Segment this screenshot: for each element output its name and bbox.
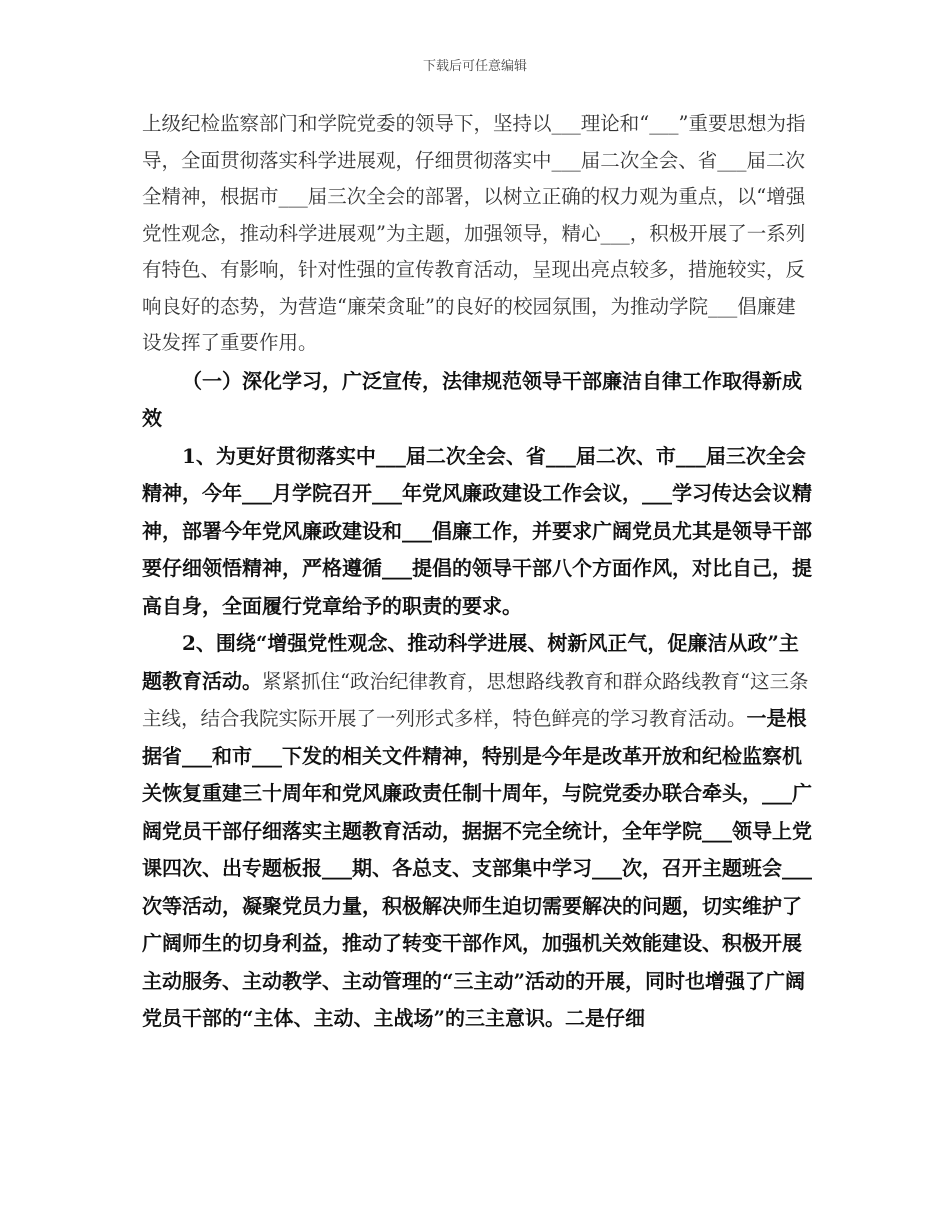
item2-bold-body: 一是根据省___和市___下发的相关文件精神，特别是今年是改革开放和纪检监察机关恢复重建三十周年和党风廉政责任制十周年，与院党委办联合牵头，___广阔党员干部仔细落实主题教育活动，据据不完全统计，全年学院___领导上党课四次、出专题板报___期、各总支、支部集中学习___次，召开主题班会___次等活动，凝聚党员力量，积极解决师生迫切需要解决的问题，切实维护了广阔师生的切身利益，推动了转变干部作风，加强机关效能建设、积极开展主动服务、主动教学、主动管理的“三主动”活动的开展，同时也增强了广阔党员干部的“主体、主动、主战场”的三主意识。二是仔细	[142, 706, 812, 1030]
item2-light-text: 紧紧抓住“政治纪律教育，思想路线教育和群众路线教育“这三条主线，结合我院实际开展了一列形式多样，特色鲜亮的学习教育活动。	[142, 669, 809, 730]
list-item-1: 1、为更好贯彻落实中___届二次全会、省___届二次、市___届三次全会精神，今年___月学院召开___年党风廉政建设工作会议，___学习传达会议精神，部署今年党风廉政建设和___倡廉工作，并要求广阔党员尤其是领导干部要仔细领悟精神，严格遵循___提倡的领导干部八个方面作风，对比自己，提高自身，全面履行党章给予的职责的要求。	[142, 443, 812, 618]
item2-bold-lead: 2、围绕“增强党性观念、推动科学进展、树新风正气，促廉洁从政”主题教育活动。	[142, 631, 799, 693]
section-heading: （一）深化学习，广泛宣传，法律规范领导干部廉洁自律工作取得新成效	[142, 368, 802, 430]
document-body	[142, 106, 812, 1038]
page-header: 下载后可任意编辑	[422, 59, 527, 74]
list-item-2	[142, 625, 812, 1038]
intro-paragraph: 上级纪检监察部门和学院党委的领导下，坚持以___理论和“___”重要思想为指导，全面贯彻落实科学进展观，仔细贯彻落实中___届二次全会、省___届二次全精神，根据市___届三次全会的部署，以树立正确的权力观为重点，以“增强党性观念，推动科学进展观”为主题，加强领导，精心___，积极开展了一系列有特色、有影响，针对性强的宣传教育活动，呈现出亮点较多，措施较实，反响良好的态势，为营造“廉荣贪耻”的良好的校园氛围，为推动学院___倡廉建设发挥了重要作用。	[142, 112, 806, 354]
